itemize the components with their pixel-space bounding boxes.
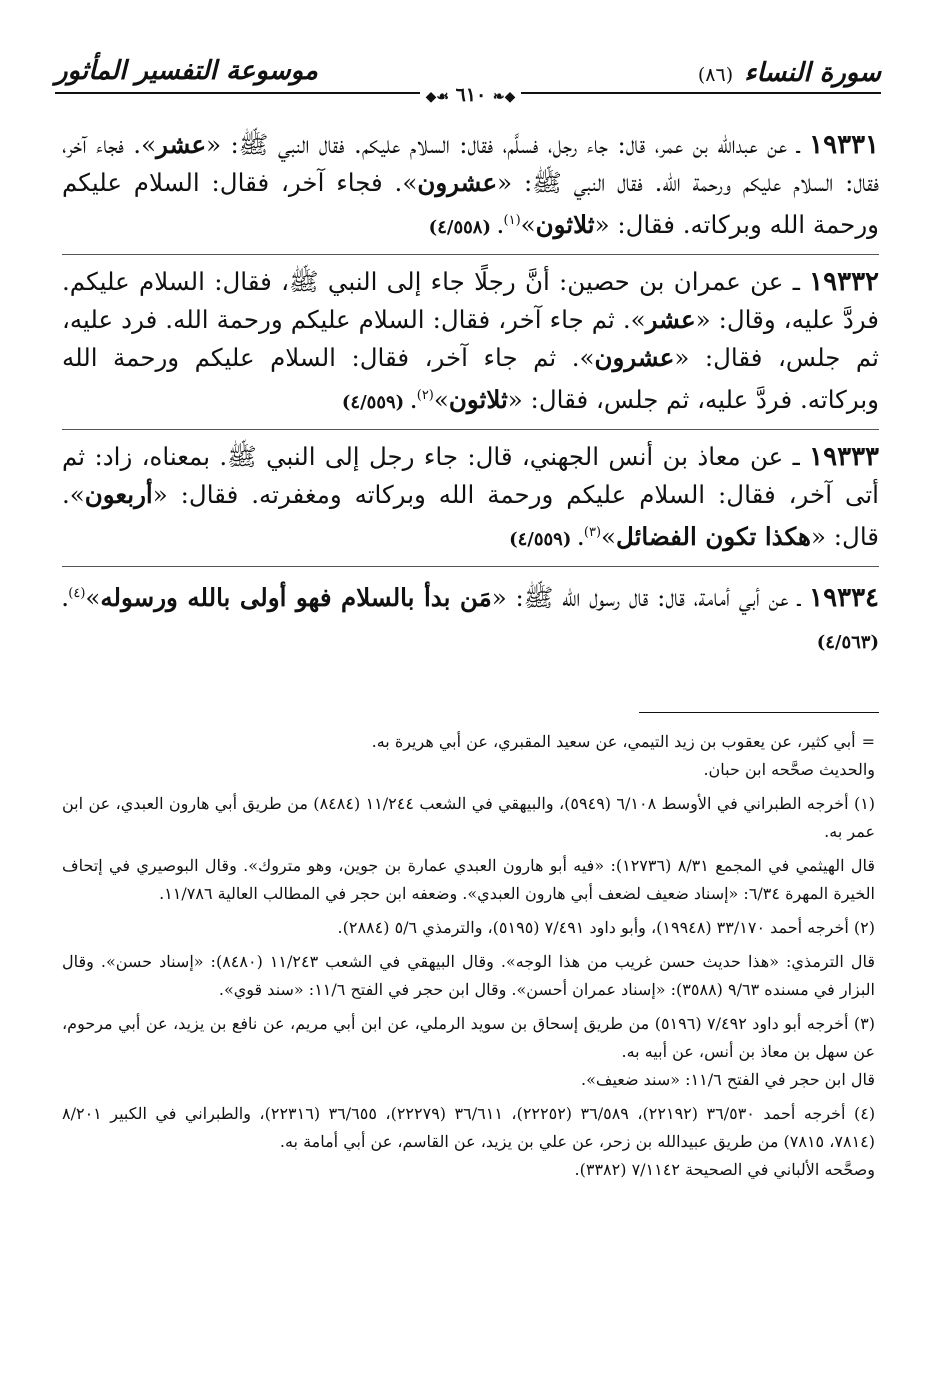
hadith-number: ١٩٣٣١: [809, 130, 879, 160]
hadith-text: ـ عن أبي أمامة، قال: قال رسول الله ﷺ: «: [491, 583, 810, 613]
hadith-bold: عشر: [156, 130, 207, 159]
volume-ref: . (٤/٥٦٣): [62, 590, 879, 653]
hadith-bold: أربعون: [84, 480, 153, 510]
footnote-marker: (٢): [416, 388, 434, 404]
sura-verse: (٨٦): [697, 64, 734, 86]
hadith-text: »: [85, 583, 101, 613]
hadith-text: ». ثم جاء آخر، فقال: السلام عليكم ورحمة الله. فرد عليه، ثم جلس، فقال: «: [62, 305, 879, 373]
separator: [62, 429, 879, 430]
continuation-marker: =: [861, 732, 875, 751]
hadith-text: ». فجاء آخر، فقال: السلام عليكم ورحمة الله وبركاته. فقال: «: [62, 168, 879, 240]
footnote-marker: (٣): [583, 525, 602, 541]
sura-name: سورة النساء: [744, 58, 881, 88]
book-title: موسوعة التفسير المأثور: [55, 56, 318, 86]
footnote-3-note: قال ابن حجر في الفتح ١١/٦: «سند ضعيف».: [581, 1070, 875, 1089]
footnote-4: (٤) أخرجه أحمد ٣٦/٥٣٠ (٢٢١٩٢)، ٣٦/٥٨٩ (٢٢٢٥٢)، ٣٦/٦١١ (٢٢٢٧٩)، ٣٦/٦٥٥ (٢٢٣١٦)، والطبراني في الكبير ٨/٢٠١ (٧٨١٤، ٧٨١٥) من طريق عبيدالله بن زحر، عن علي بن يزيد، عن القاسم، عن أبي أمامة به.: [62, 1104, 876, 1151]
hadith-bold: عشرون: [417, 168, 498, 197]
footnote-text: أبي كثير، عن يعقوب بن زيد التيمي، عن سعيد المقبري، عن أبي هريرة به.: [371, 732, 856, 751]
separator: [62, 566, 879, 567]
hadith-text: ـ عن عبدالله بن عمر، قال: جاء رجل، فسلَّم، فقال: السلام عليكم. فقال النبي ﷺ: «: [206, 130, 810, 159]
hadith-text: ـ عن معاذ بن أنس الجهني، قال: جاء رجل إلى النبي ﷺ. بمعناه، زاد: ثم أتى آخر، فقال: السلام عليكم ورحمة الله وبركاته ومغفرته. فقال: «: [62, 442, 879, 510]
hadith-text: »: [520, 210, 536, 240]
page-number-value: ٦١٠: [455, 84, 487, 106]
hadith-number: ١٩٣٣٣: [809, 442, 879, 473]
page-number: [420, 84, 522, 106]
hadith-bold: هكذا تكون الفضائل: [616, 522, 811, 552]
footnote-2-note: قال الترمذي: «هذا حديث حسن غريب من هذا الوجه». وقال البيهقي في الشعب ١١/٢٤٣ (٨٤٨٠): «إسناد حسن». وقال البزار في مسنده ٩/٦٣ (٣٥٨٨): «إسناد عمران أحسن». وقال ابن حجر في الفتح ١١/٦: «سند قوي».: [62, 952, 876, 999]
hadith-number: ١٩٣٣٤: [809, 583, 879, 614]
hadith-text: ـ عن عمران بن حصين: أنَّ رجلًا جاء إلى النبي ﷺ، فقال: السلام عليكم. فردَّ عليه، وقال: «: [62, 267, 879, 335]
hadith-text: ». قال: «: [62, 480, 879, 552]
hadith-bold: عشرون: [594, 343, 675, 373]
ornament-icon: ◆❧: [492, 89, 516, 105]
hadith-entry: [62, 438, 879, 559]
hadith-list: [62, 126, 879, 669]
ornament-icon: ☙◆: [425, 89, 449, 105]
footnote-continuation: [62, 728, 875, 756]
volume-ref: . (٤/٥٥٩): [509, 529, 584, 551]
hadith-entry: [62, 126, 879, 247]
footnote-text: والحديث صحَّحه ابن حبان.: [703, 760, 875, 779]
footnote-1-note: قال الهيثمي في المجمع ٨/٣١ (١٢٧٣٦): «فيه أبو هارون العبدي عمارة بن جوين، وهو متروك». وقال البوصيري في إتحاف الخيرة المهرة ٦/٣٤: «إسناد ضعيف لضعف أبي هارون العبدي». وضعفه ابن حجر في المطالب العالية ١١/٧٨٦.: [62, 856, 876, 903]
hadith-text: ». فجاء آخر، فقال: السلام عليكم ورحمة الله. فقال النبي ﷺ: «: [62, 130, 879, 197]
hadith-entry: [62, 263, 879, 422]
footnote-marker: (١): [503, 213, 521, 228]
hadith-bold: مَن بدأ بالسلام فهو أولى بالله ورسوله: [100, 583, 492, 613]
hadith-bold: ثلاثون: [448, 385, 508, 415]
footnote-marker: (٤): [68, 586, 86, 602]
footnotes: [62, 728, 875, 1184]
footnote-3: (٣) أخرجه أبو داود ٧/٤٩٢ (٥١٩٦) من طريق إسحاق بن سويد الرملي، عن ابن أبي مريم، عن نافع بن يزيد، عن أبي مرحوم، عن سهل بن معاذ بن أنس، عن أبيه به.: [62, 1014, 876, 1061]
footnote-rule: [639, 712, 879, 713]
volume-ref: . (٤/٥٥٩): [341, 392, 417, 414]
hadith-entry: [62, 575, 879, 661]
hadith-number: ١٩٣٣٢: [809, 267, 879, 298]
footnote-1: (١) أخرجه الطبراني في الأوسط ٦/١٠٨ (٥٩٤٩)، والبيهقي في الشعب ١١/٢٤٤ (٨٤٨٤) من طريق أبي هارون العبدي، عن ابن عمر به.: [62, 794, 876, 841]
hadith-text: ». ثم جاء آخر، فقال: السلام عليكم ورحمة الله وبركاته. فردَّ عليه، ثم جلس، فقال: «: [62, 343, 879, 415]
separator: [62, 254, 879, 255]
footnote-4-note: وصحَّحه الألباني في الصحيحة ٧/١١٤٢ (٣٣٨٢).: [574, 1160, 875, 1179]
hadith-text: »: [601, 522, 617, 552]
page-number-wrap: [0, 84, 941, 106]
volume-ref: . (٤/٥٥٨): [428, 217, 504, 239]
footnote-2: (٢) أخرجه أحمد ٣٣/١٧٠ (١٩٩٤٨)، وأبو داود ٧/٤٩١ (٥١٩٥)، والترمذي ٥/٦ (٢٨٨٤).: [337, 918, 875, 937]
hadith-bold: عشر: [645, 305, 696, 335]
hadith-bold: ثلاثون: [535, 210, 595, 240]
hadith-text: »: [433, 385, 449, 415]
